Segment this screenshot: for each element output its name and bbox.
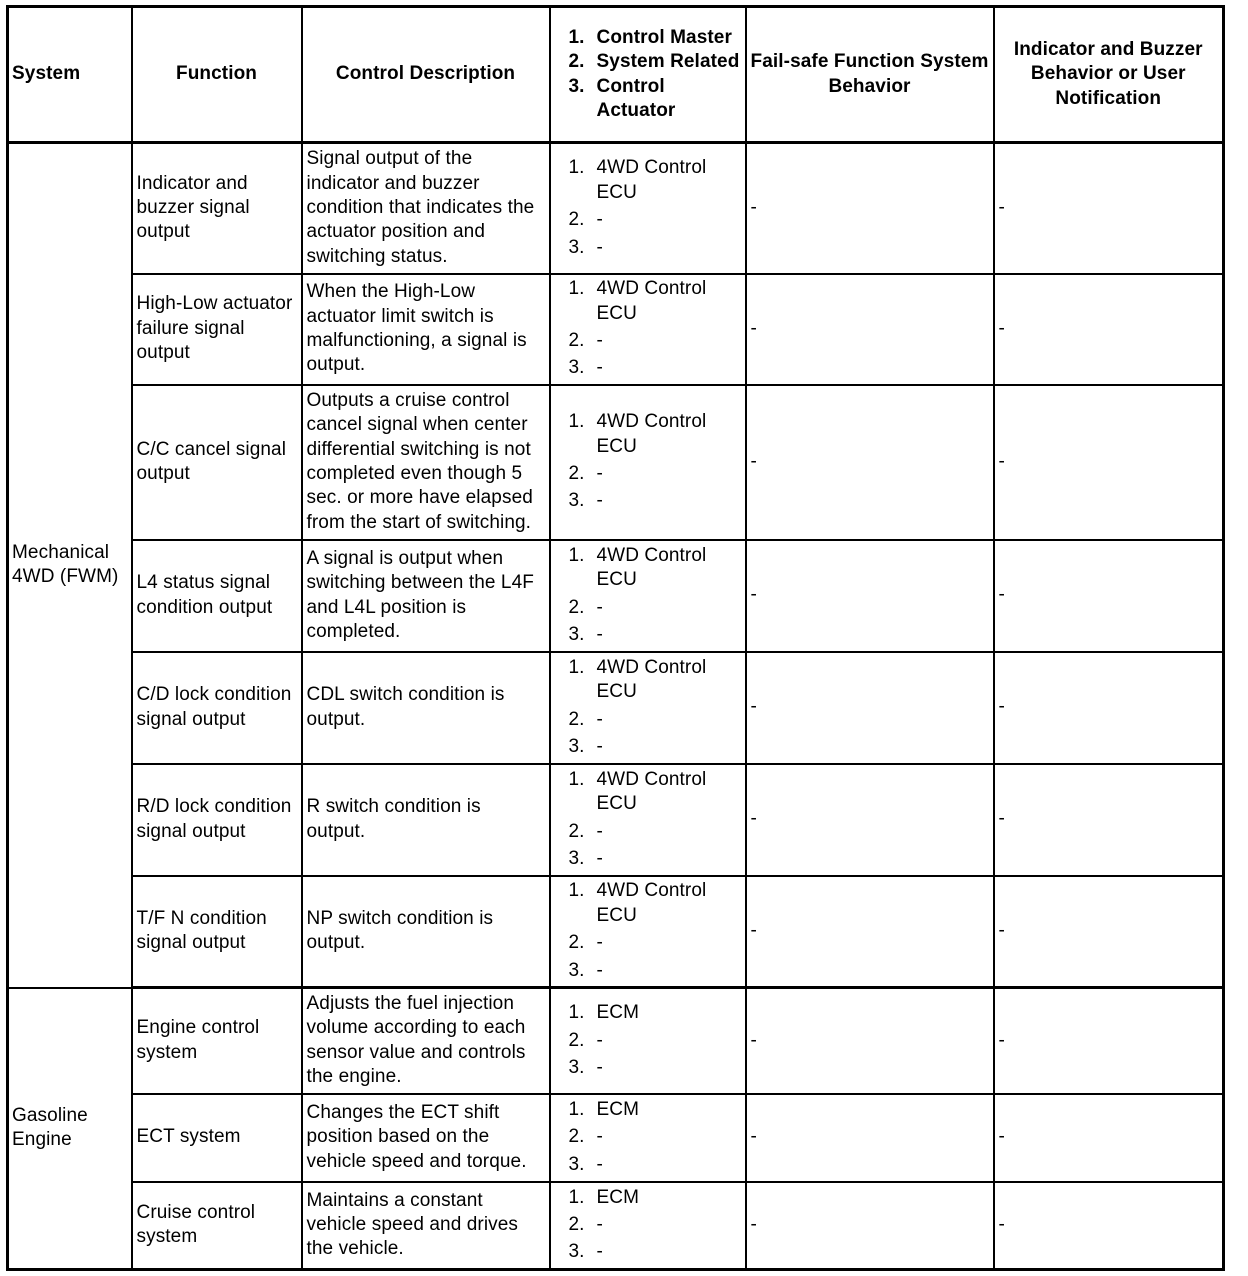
header-description: Control Description xyxy=(302,7,550,143)
table-row xyxy=(8,1094,1224,1182)
indicator-cell: - xyxy=(994,540,1224,652)
failsafe-cell: - xyxy=(746,385,994,540)
header-indicator: Indicator and Buzzer Behavior or User Notification xyxy=(994,7,1224,143)
function-cell: C/C cancel signal output xyxy=(132,385,302,540)
description-cell: R switch condition is output. xyxy=(302,764,550,876)
indicator-cell: - xyxy=(994,274,1224,385)
system-cell: Mechanical 4WD (FWM) xyxy=(8,143,132,988)
control-actuator: - xyxy=(596,236,603,258)
control-actuator: - xyxy=(596,1241,603,1263)
system-cell: Gasoline Engine xyxy=(8,988,132,1270)
system-related: - xyxy=(596,330,603,351)
indicator-cell: - xyxy=(994,764,1224,876)
control-cell: 1. ECM 2. - 3. - xyxy=(550,1094,746,1182)
description-cell: When the High-Low actuator limit switch is malfunctioning, a signal is output. xyxy=(302,274,550,385)
function-cell: L4 status signal condition output xyxy=(132,540,302,652)
control-cell: 1. 4WD Control ECU 2. - 3. - xyxy=(550,652,746,764)
failsafe-cell: - xyxy=(746,652,994,764)
table-row xyxy=(8,540,1224,652)
control-function-table xyxy=(6,5,1225,1271)
function-cell: ECT system xyxy=(132,1094,302,1182)
indicator-cell: - xyxy=(994,652,1224,764)
table-row xyxy=(8,274,1224,385)
indicator-cell: - xyxy=(994,1182,1224,1270)
control-master: ECM xyxy=(596,1098,640,1120)
table-row xyxy=(8,652,1224,764)
description-cell: Adjusts the fuel injection volume according to each sensor value and controls the engine. xyxy=(302,988,550,1094)
system-related: - xyxy=(596,1029,603,1051)
table-row xyxy=(8,876,1224,988)
table-row xyxy=(8,764,1224,876)
system-related: - xyxy=(596,1126,603,1148)
control-cell: 1. ECM 2. - 3. - xyxy=(550,1182,746,1270)
failsafe-cell: - xyxy=(746,143,994,274)
failsafe-cell: - xyxy=(746,540,994,652)
control-actuator: - xyxy=(596,490,603,512)
description-cell: NP switch condition is output. xyxy=(302,876,550,988)
table-row xyxy=(8,988,1224,1094)
header-control: 1. Control Master 2. System Related 3. Control Actuator xyxy=(550,7,746,143)
control-master: 4WD Control ECU xyxy=(596,544,707,591)
system-related: - xyxy=(596,820,603,842)
header-system-related: System Related xyxy=(596,51,740,73)
control-cell: 1. 4WD Control ECU 2. - 3. - xyxy=(550,540,746,652)
description-cell: Signal output of the indicator and buzzer condition that indicates the actuator position and switching status. xyxy=(302,143,550,274)
function-cell: Engine control system xyxy=(132,988,302,1094)
control-master: ECM xyxy=(596,1002,640,1024)
control-cell: 1. 4WD Control ECU 2. - 3. - xyxy=(550,876,746,988)
system-related: - xyxy=(596,708,603,730)
system-related: - xyxy=(596,209,603,231)
header-system: System xyxy=(8,7,132,143)
control-actuator: - xyxy=(596,1056,603,1078)
failsafe-cell: - xyxy=(746,1094,994,1182)
description-cell: CDL switch condition is output. xyxy=(302,652,550,764)
function-cell: Cruise control system xyxy=(132,1182,302,1270)
description-cell: A signal is output when switching between the L4F and L4L position is completed. xyxy=(302,540,550,652)
description-cell: Outputs a cruise control cancel signal when center differential switching is not completed even though 5 sec. or more have elapsed from the start of switching. xyxy=(302,385,550,540)
function-cell: High-Low actuator failure signal output xyxy=(132,274,302,385)
control-actuator: - xyxy=(596,735,603,757)
table-row xyxy=(8,1182,1224,1270)
failsafe-cell: - xyxy=(746,274,994,385)
control-cell: 1. 4WD Control ECU 2. - 3. - xyxy=(550,385,746,540)
system-related: - xyxy=(596,463,603,484)
control-master: ECM xyxy=(596,1186,640,1208)
header-control-master: Control Master xyxy=(596,26,732,48)
function-cell: C/D lock condition signal output xyxy=(132,652,302,764)
description-cell: Changes the ECT shift position based on the vehicle speed and torque. xyxy=(302,1094,550,1182)
function-cell: T/F N condition signal output xyxy=(132,876,302,988)
header-failsafe: Fail-safe Function System Behavior xyxy=(746,7,994,143)
failsafe-cell: - xyxy=(746,988,994,1094)
indicator-cell: - xyxy=(994,988,1224,1094)
indicator-cell: - xyxy=(994,143,1224,274)
control-master: 4WD Control ECU xyxy=(596,157,707,203)
control-cell: 1. ECM 2. - 3. - xyxy=(550,988,746,1094)
control-actuator: - xyxy=(596,357,603,379)
control-master: 4WD Control ECU xyxy=(596,880,707,926)
header-control-actuator: Control Actuator xyxy=(596,75,676,121)
system-related: - xyxy=(596,1214,603,1236)
control-actuator: - xyxy=(596,847,603,869)
indicator-cell: - xyxy=(994,1094,1224,1182)
control-master: 4WD Control ECU xyxy=(596,278,707,324)
system-related: - xyxy=(596,596,603,618)
function-cell: R/D lock condition signal output xyxy=(132,764,302,876)
system-related: - xyxy=(596,932,603,954)
failsafe-cell: - xyxy=(746,1182,994,1270)
control-master: 4WD Control ECU xyxy=(596,656,707,703)
header-function: Function xyxy=(132,7,302,143)
description-cell: Maintains a constant vehicle speed and drives the vehicle. xyxy=(302,1182,550,1270)
table-row xyxy=(8,143,1224,274)
control-master: 4WD Control ECU xyxy=(596,411,707,457)
function-cell: Indicator and buzzer signal output xyxy=(132,143,302,274)
control-actuator: - xyxy=(596,623,603,645)
control-actuator: - xyxy=(596,959,603,981)
control-cell: 1. 4WD Control ECU 2. - 3. - xyxy=(550,143,746,274)
failsafe-cell: - xyxy=(746,764,994,876)
header-row xyxy=(8,7,1224,143)
control-actuator: - xyxy=(596,1153,603,1175)
control-cell: 1. 4WD Control ECU 2. - 3. - xyxy=(550,274,746,385)
indicator-cell: - xyxy=(994,385,1224,540)
control-cell: 1. 4WD Control ECU 2. - 3. - xyxy=(550,764,746,876)
failsafe-cell: - xyxy=(746,876,994,988)
indicator-cell: - xyxy=(994,876,1224,988)
table-row xyxy=(8,385,1224,540)
control-master: 4WD Control ECU xyxy=(596,768,707,815)
